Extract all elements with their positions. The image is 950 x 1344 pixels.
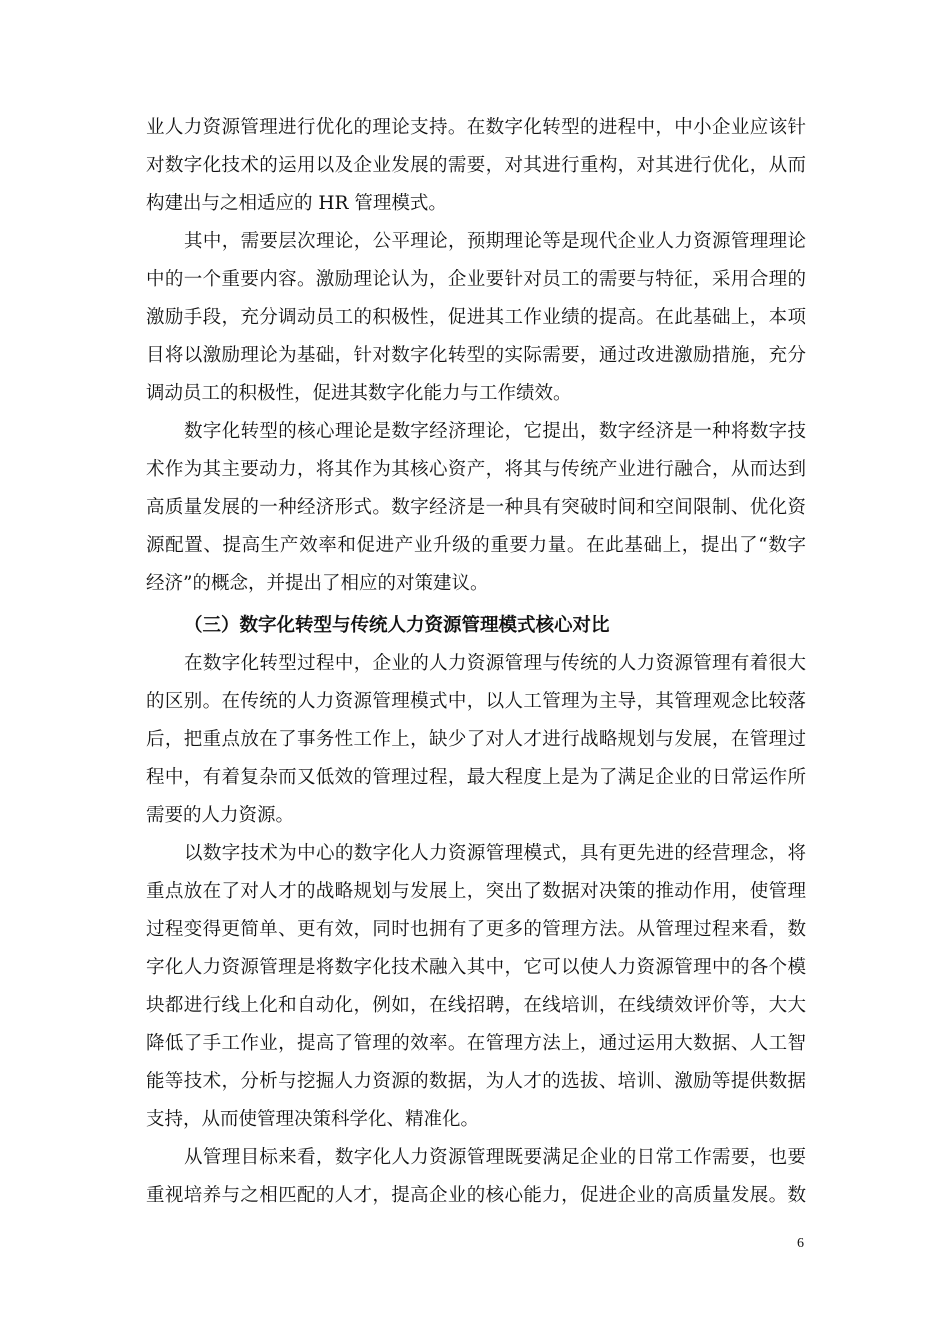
paragraph-line: 的区别。在传统的人力资源管理模式中，以人工管理为主导，其管理观念比较落: [146, 691, 806, 712]
paragraph-line: 过程变得更简单、更有效，同时也拥有了更多的管理方法。从管理过程来看，数: [146, 919, 806, 940]
paragraph-line: 后，把重点放在了事务性工作上，缺少了对人才进行战略规划与发展，在管理过: [146, 729, 806, 750]
paragraph-line: 高质量发展的一种经济形式。数字经济是一种具有突破时间和空间限制、优化资: [146, 497, 806, 518]
paragraph-line: 对数字化技术的运用以及企业发展的需要，对其进行重构，对其进行优化，从而: [146, 155, 806, 176]
paragraph-line: 在数字化转型过程中，企业的人力资源管理与传统的人力资源管理有着很大: [184, 653, 806, 674]
paragraph-line: 业人力资源管理进行优化的理论支持。在数字化转型的进程中，中小企业应该针: [146, 117, 806, 138]
paragraph-line: 术作为其主要动力，将其作为其核心资产，将其与传统产业进行融合，从而达到: [146, 459, 806, 480]
paragraph-line: 中的一个重要内容。激励理论认为，企业要针对员工的需要与特征，采用合理的: [146, 269, 806, 290]
section-heading: （三）数字化转型与传统人力资源管理模式核心对比: [184, 615, 610, 636]
paragraph-line: 构建出与之相适应的 HR 管理模式。: [146, 193, 447, 214]
paragraph-line: 调动员工的积极性，促进其数字化能力与工作绩效。: [146, 383, 572, 404]
page-number: 6: [797, 1236, 804, 1251]
paragraph-line: 降低了手工作业，提高了管理的效率。在管理方法上，通过运用大数据、人工智: [146, 1033, 806, 1054]
paragraph-line: 重视培养与之相匹配的人才，提高企业的核心能力，促进企业的高质量发展。数: [146, 1185, 806, 1206]
paragraph-line: 以数字技术为中心的数字化人力资源管理模式，具有更先进的经营理念，将: [184, 843, 806, 864]
paragraph-line: 经济”的概念，并提出了相应的对策建议。: [146, 573, 489, 594]
paragraph-line: 重点放在了对人才的战略规划与发展上，突出了数据对决策的推动作用，使管理: [146, 881, 806, 902]
paragraph-line: 目将以激励理论为基础，针对数字化转型的实际需要，通过改进激励措施，充分: [146, 345, 806, 366]
paragraph-line: 其中，需要层次理论，公平理论，预期理论等是现代企业人力资源管理理论: [184, 231, 806, 252]
paragraph-line: 能等技术，分析与挖掘人力资源的数据，为人才的选拔、培训、激励等提供数据: [146, 1071, 806, 1092]
paragraph-line: 从管理目标来看，数字化人力资源管理既要满足企业的日常工作需要，也要: [184, 1147, 806, 1168]
paragraph-line: 需要的人力资源。: [146, 805, 295, 826]
paragraph-line: 字化人力资源管理是将数字化技术融入其中，它可以使人力资源管理中的各个模: [146, 957, 806, 978]
paragraph-line: 程中，有着复杂而又低效的管理过程，最大程度上是为了满足企业的日常运作所: [146, 767, 806, 788]
paragraph-line: 数字化转型的核心理论是数字经济理论，它提出，数字经济是一种将数字技: [184, 421, 806, 442]
paragraph-line: 源配置、提高生产效率和促进产业升级的重要力量。在此基础上，提出了“数字: [146, 535, 806, 556]
paragraph-line: 激励手段，充分调动员工的积极性，促进其工作业绩的提高。在此基础上，本项: [146, 307, 806, 328]
paragraph-line: 块都进行线上化和自动化，例如，在线招聘，在线培训，在线绩效评价等，大大: [146, 995, 806, 1016]
paragraph-line: 支持，从而使管理决策科学化、精准化。: [146, 1109, 480, 1130]
